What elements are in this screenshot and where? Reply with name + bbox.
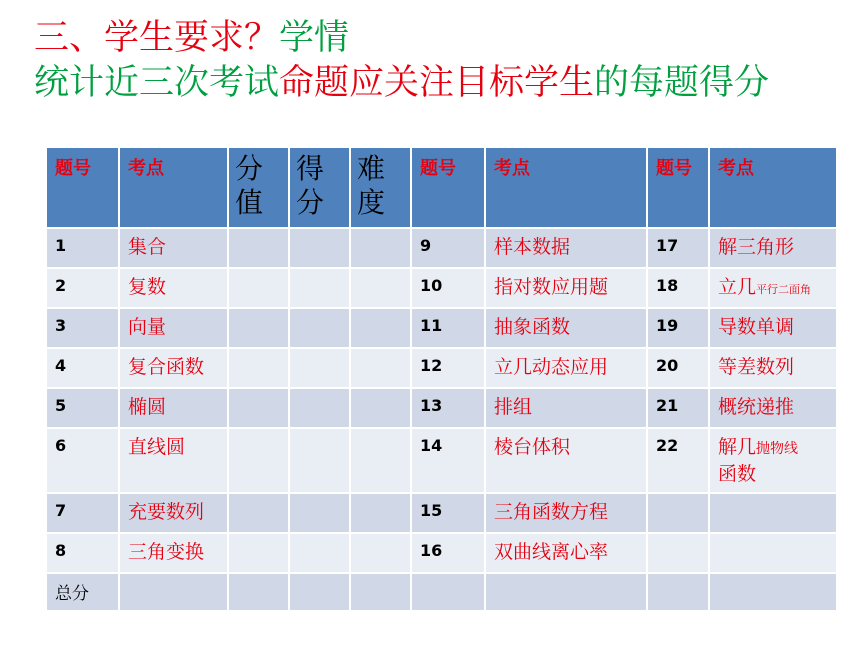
cell-difficulty [350, 308, 411, 348]
subtitle-red: 命题应关注目标学生 [279, 63, 595, 103]
header-diff-b: 度 [357, 186, 386, 219]
cell-topic-2 [485, 573, 647, 611]
cell-topic-2: 立几动态应用 [485, 348, 647, 388]
cell-num-3 [647, 573, 709, 611]
cell-topic-1: 充要数列 [119, 493, 228, 533]
cell-topic-1: 集合 [119, 228, 228, 268]
slide-title [34, 18, 769, 104]
header-num-1: 题号 [46, 147, 119, 228]
title-red-part: 三、学生要求？ [34, 18, 280, 58]
cell-score-value [228, 308, 289, 348]
cell-topic-1: 复合函数 [119, 348, 228, 388]
cell-num-1: 5 [46, 388, 119, 428]
cell-num-1: 3 [46, 308, 119, 348]
cell-num-2: 10 [411, 268, 485, 308]
header-num-3: 题号 [647, 147, 709, 228]
cell-num-2: 11 [411, 308, 485, 348]
title-line-2 [34, 62, 769, 104]
cell-topic-1: 复数 [119, 268, 228, 308]
cell-score-value [228, 268, 289, 308]
header-topic-2: 考点 [485, 147, 647, 228]
cell-topic-2: 抽象函数 [485, 308, 647, 348]
cell-score-value [228, 573, 289, 611]
cell-topic-3 [709, 268, 837, 308]
cell-num-3: 22 [647, 428, 709, 493]
total-label: 总分 [46, 573, 119, 611]
header-got-b: 分 [296, 186, 325, 219]
cell-difficulty [350, 428, 411, 493]
cell-num-1: 8 [46, 533, 119, 573]
topic-main: 立几 [718, 276, 757, 298]
subtitle-green-a: 统计近三次考试 [34, 63, 280, 103]
cell-score-got [289, 268, 350, 308]
header-score-a: 分 [235, 152, 264, 185]
table-row [46, 268, 837, 308]
cell-score-got [289, 493, 350, 533]
header-difficulty [350, 147, 411, 228]
cell-num-3 [647, 493, 709, 533]
cell-difficulty [350, 348, 411, 388]
cell-topic-3 [709, 428, 837, 493]
cell-topic-2: 棱台体积 [485, 428, 647, 493]
cell-score-got [289, 308, 350, 348]
subtitle-green-b: 的每题得分 [594, 63, 770, 103]
cell-num-1: 7 [46, 493, 119, 533]
header-score-value [228, 147, 289, 228]
cell-num-3: 18 [647, 268, 709, 308]
cell-difficulty [350, 493, 411, 533]
header-topic-1: 考点 [119, 147, 228, 228]
cell-num-3: 21 [647, 388, 709, 428]
cell-topic-1: 三角变换 [119, 533, 228, 573]
cell-score-got [289, 388, 350, 428]
cell-num-1: 1 [46, 228, 119, 268]
cell-topic-3 [709, 493, 837, 533]
cell-score-got [289, 573, 350, 611]
topic-sub: 平行二面角 [756, 283, 812, 296]
cell-difficulty [350, 533, 411, 573]
table-row [46, 388, 837, 428]
table-row [46, 348, 837, 388]
cell-num-3: 20 [647, 348, 709, 388]
cell-topic-1: 直线圆 [119, 428, 228, 493]
cell-difficulty [350, 573, 411, 611]
table-row [46, 493, 837, 533]
cell-score-value [228, 533, 289, 573]
cell-topic-2: 排组 [485, 388, 647, 428]
cell-score-value [228, 493, 289, 533]
table-header-row [46, 147, 837, 228]
table-row [46, 533, 837, 573]
cell-score-value [228, 428, 289, 493]
cell-num-2: 12 [411, 348, 485, 388]
header-topic-3: 考点 [709, 147, 837, 228]
cell-difficulty [350, 268, 411, 308]
cell-topic-2: 三角函数方程 [485, 493, 647, 533]
cell-score-got [289, 348, 350, 388]
cell-topic-1: 椭圆 [119, 388, 228, 428]
cell-num-3: 17 [647, 228, 709, 268]
header-score-got [289, 147, 350, 228]
cell-topic-3: 导数单调 [709, 308, 837, 348]
score-table [45, 146, 838, 612]
cell-num-3 [647, 533, 709, 573]
cell-num-2: 16 [411, 533, 485, 573]
title-green-part: 学情 [279, 18, 350, 58]
cell-score-got [289, 228, 350, 268]
cell-num-1: 4 [46, 348, 119, 388]
cell-num-2: 15 [411, 493, 485, 533]
cell-num-2: 9 [411, 228, 485, 268]
cell-difficulty [350, 228, 411, 268]
cell-num-2: 13 [411, 388, 485, 428]
header-score-b: 值 [235, 186, 264, 219]
table-row-total [46, 573, 837, 611]
cell-topic-1: 向量 [119, 308, 228, 348]
cell-topic-3 [709, 573, 837, 611]
cell-score-got [289, 533, 350, 573]
cell-num-2 [411, 573, 485, 611]
table-row [46, 308, 837, 348]
topic-sub: 抛物线 [756, 441, 799, 457]
title-line-1 [34, 18, 769, 58]
cell-difficulty [350, 388, 411, 428]
cell-num-1: 2 [46, 268, 119, 308]
cell-score-value [228, 228, 289, 268]
header-got-a: 得 [296, 152, 325, 185]
cell-topic-1 [119, 573, 228, 611]
cell-topic-3: 解三角形 [709, 228, 837, 268]
cell-topic-3 [709, 533, 837, 573]
cell-topic-3: 等差数列 [709, 348, 837, 388]
cell-topic-2: 样本数据 [485, 228, 647, 268]
header-diff-a: 难 [357, 152, 386, 185]
cell-topic-2: 双曲线离心率 [485, 533, 647, 573]
cell-num-1: 6 [46, 428, 119, 493]
cell-score-value [228, 348, 289, 388]
cell-topic-3: 概统递推 [709, 388, 837, 428]
cell-score-value [228, 388, 289, 428]
cell-score-got [289, 428, 350, 493]
cell-num-2: 14 [411, 428, 485, 493]
topic-line-2: 函数 [718, 463, 757, 485]
topic-main: 解几 [718, 436, 757, 458]
table-row [46, 428, 837, 493]
header-num-2: 题号 [411, 147, 485, 228]
table-row [46, 228, 837, 268]
cell-topic-2: 指对数应用题 [485, 268, 647, 308]
cell-num-3: 19 [647, 308, 709, 348]
